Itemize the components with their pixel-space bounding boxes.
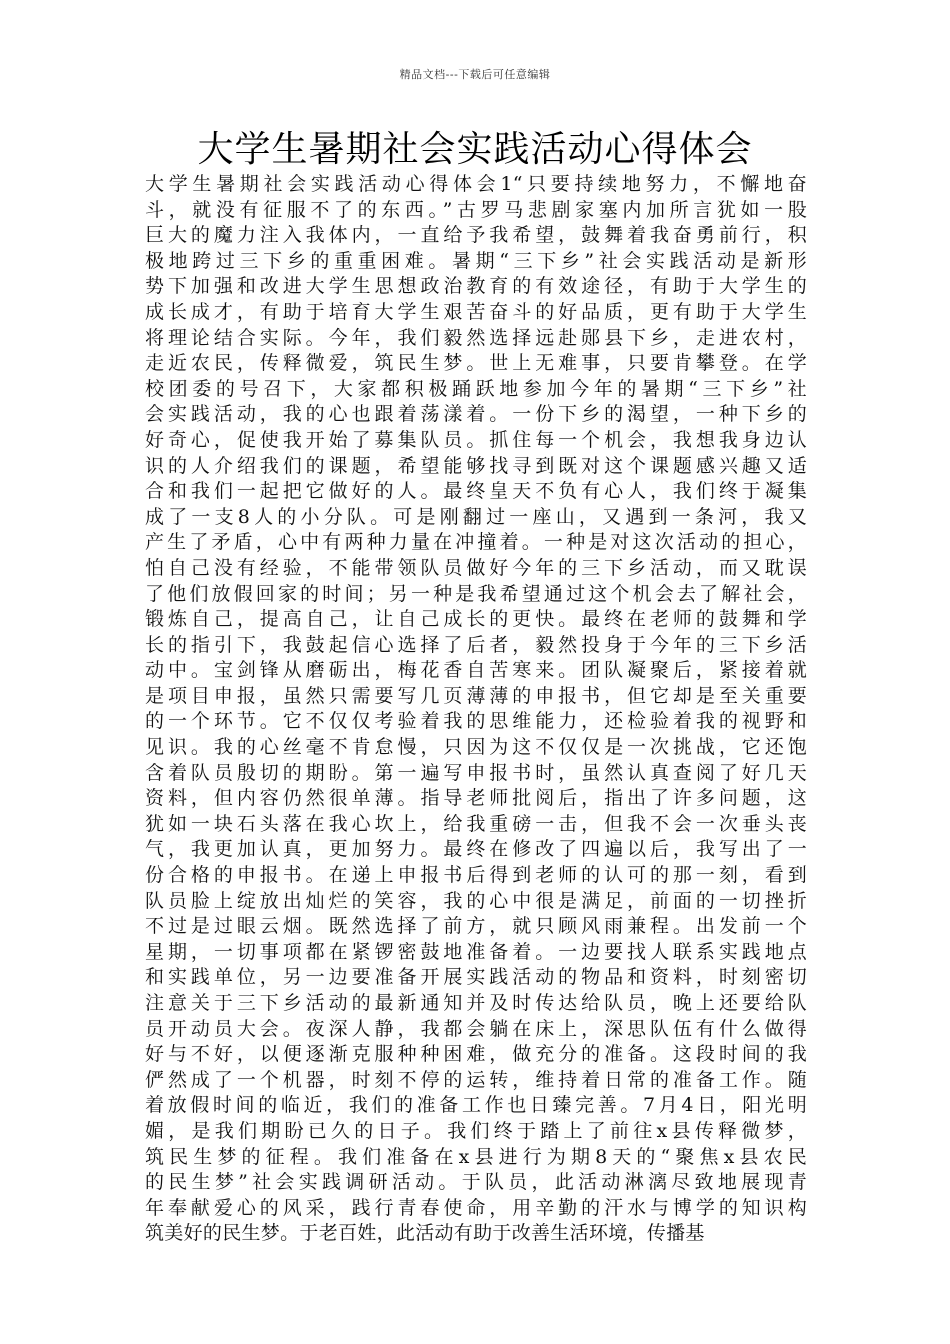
body-line: 好与不好，以便逐渐克服种种困难，做充分的准备。这段时间的我 bbox=[145, 1043, 807, 1066]
body-line: 的一个环节。它不仅仅考验着我的思维能力，还检验着我的视野和 bbox=[145, 710, 807, 733]
body-line: 的民生梦”社会实践调研活动。于队员，此活动淋漓尽致地展现青 bbox=[145, 1171, 807, 1194]
body-text bbox=[145, 172, 807, 1247]
body-line: 动中。宝剑锋从磨砺出，梅花香自苦寒来。团队凝聚后，紧接着就 bbox=[145, 659, 807, 682]
body-line: 和实践单位，另一边要准备开展实践活动的物品和资料，时刻密切 bbox=[145, 966, 807, 989]
body-line: 好奇心，促使我开始了募集队员。抓住每一个机会，我想我身边认 bbox=[145, 428, 807, 451]
body-line: 锻炼自己，提高自己，让自己成长的更快。最终在老师的鼓舞和学 bbox=[145, 608, 807, 631]
body-line: 合和我们一起把它做好的人。最终皇天不负有心人，我们终于凝集 bbox=[145, 480, 807, 503]
body-line: 含着队员殷切的期盼。第一遍写申报书时，虽然认真查阅了好几天 bbox=[145, 761, 807, 784]
body-line: 极地跨过三下乡的重重困难。暑期“三下乡”社会实践活动是新形 bbox=[145, 249, 807, 272]
body-line: 势下加强和改进大学生思想政治教育的有效途径，有助于大学生的 bbox=[145, 275, 807, 298]
body-line: 不过是过眼云烟。既然选择了前方，就只顾风雨兼程。出发前一个 bbox=[145, 915, 807, 938]
body-line: 怕自己没有经验，不能带领队员做好今年的三下乡活动，而又耽误 bbox=[145, 556, 807, 579]
body-line: 队员脸上绽放出灿烂的笑容，我的心中很是满足，前面的一切挫折 bbox=[145, 889, 807, 912]
body-line: 长的指引下，我鼓起信心选择了后者，毅然投身于今年的三下乡活 bbox=[145, 633, 807, 656]
body-line: 成长成才，有助于培育大学生艰苦奋斗的好品质，更有助于大学生 bbox=[145, 300, 807, 323]
body-line: 产生了矛盾，心中有两种力量在冲撞着。一种是对这次活动的担心， bbox=[145, 531, 807, 554]
header-note: 精品文档---下载后可任意编辑 bbox=[399, 68, 551, 81]
body-line: 大学生暑期社会实践活动心得体会1“只要持续地努力，不懈地奋 bbox=[145, 173, 807, 195]
body-line: 巨大的魔力注入我体内，一直给予我希望，鼓舞着我奋勇前行，积 bbox=[145, 224, 807, 247]
body-line: 走近农民，传释微爱，筑民生梦。世上无难事，只要肯攀登。在学 bbox=[145, 352, 807, 375]
body-line: 校团委的号召下，大家都积极踊跃地参加今年的暑期“三下乡”社 bbox=[145, 377, 807, 400]
body-line: 筑民生梦的征程。我们准备在x县进行为期8天的“聚焦x县农民 bbox=[145, 1145, 807, 1168]
body-line: 识的人介绍我们的课题，希望能够找寻到既对这个课题感兴趣又适 bbox=[145, 454, 807, 477]
body-line: 媚，是我们期盼已久的日子。我们终于踏上了前往x县传释微梦， bbox=[145, 1119, 807, 1142]
body-line: 筑美好的民生梦。于老百姓，此活动有助于改善生活环境，传播基 bbox=[145, 1222, 705, 1245]
body-line: 注意关于三下乡活动的最新通知并及时传达给队员，晚上还要给队 bbox=[145, 992, 807, 1014]
body-line: 员开动员大会。夜深人静，我都会躺在床上，深思队伍有什么做得 bbox=[145, 1017, 807, 1040]
body-line: 斗，就没有征服不了的东西。”古罗马悲剧家塞内加所言犹如一股 bbox=[145, 198, 807, 221]
body-line: 着放假时间的临近，我们的准备工作也日臻完善。7月4日，阳光明 bbox=[145, 1094, 807, 1117]
body-line: 俨然成了一个机器，时刻不停的运转，维持着日常的准备工作。随 bbox=[145, 1068, 807, 1091]
body-line: 年奉献爱心的风采，践行青春使命，用辛勤的汗水与博学的知识构 bbox=[145, 1196, 807, 1219]
body-line: 见识。我的心丝毫不肯怠慢，只因为这不仅仅是一次挑战，它还饱 bbox=[145, 736, 807, 759]
body-line: 是项目申报，虽然只需要写几页薄薄的申报书，但它却是至关重要 bbox=[145, 684, 807, 707]
body-line: 犹如一块石头落在我心坎上，给我重磅一击，但我不会一次垂头丧 bbox=[145, 812, 807, 835]
body-line: 气，我更加认真，更加努力。最终在修改了四遍以后，我写出了一 bbox=[145, 838, 807, 861]
body-line: 会实践活动，我的心也跟着荡漾着。一份下乡的渴望，一种下乡的 bbox=[145, 403, 807, 426]
document-title: 大学生暑期社会实践活动心得体会 bbox=[197, 129, 753, 170]
body-line: 了他们放假回家的时间；另一种是我希望通过这个机会去了解社会， bbox=[145, 582, 807, 605]
body-line: 星期，一切事项都在紧锣密鼓地准备着。一边要找人联系实践地点 bbox=[145, 940, 807, 963]
body-line: 将理论结合实际。今年，我们毅然选择远赴郧县下乡，走进农村， bbox=[145, 326, 807, 349]
body-line: 资料，但内容仍然很单薄。指导老师批阅后，指出了许多问题，这 bbox=[145, 787, 807, 810]
body-line: 份合格的申报书。在递上申报书后得到老师的认可的那一刻，看到 bbox=[145, 864, 807, 887]
body-line: 成了一支8人的小分队。可是刚翻过一座山，又遇到一条河，我又 bbox=[145, 505, 807, 528]
